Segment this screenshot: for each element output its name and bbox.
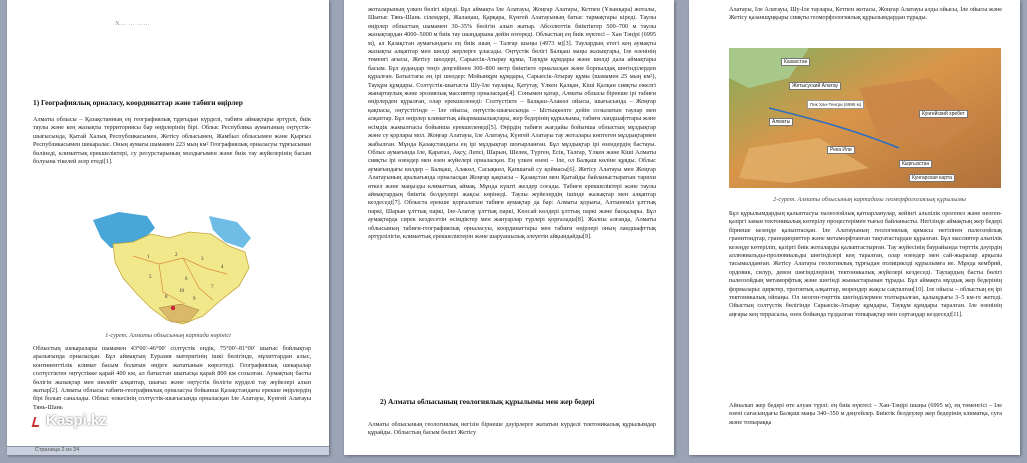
map-number-1: 1 — [147, 255, 150, 260]
map-label-kungey-range: Кунгарская карта — [909, 174, 955, 182]
section-heading-2: 2) Алматы облысының геологиялық құрылымы мен жер бедері — [380, 397, 595, 406]
section-heading-1: 1) Географиялық орналасу, координаттар және табиғи өңірлер — [33, 98, 243, 107]
map-legend — [807, 100, 864, 109]
map-number-5: 5 — [149, 275, 152, 280]
page-header-faint: Х... ... ...... — [115, 20, 150, 27]
map-label-kazakhstan: Казахстан — [781, 58, 810, 66]
map-number-9: 9 — [193, 297, 196, 302]
kaspi-watermark — [29, 412, 107, 429]
map-label-almaty: Алматы — [769, 118, 793, 126]
figure-caption-2: 2-сурет. Алматы облысының картадағы геоморфологиялық құрылымы — [773, 196, 966, 203]
map-label-kyrgyzstan: Кыргызстан — [899, 160, 932, 168]
map-number-8: 8 — [165, 295, 168, 300]
map-label-kungey: Кунгейский хребет — [919, 110, 968, 118]
paragraph-intro: Алматы облысы – Қазақстанның ең географиялық тұрғыдан күрделі, табиғи аймақтары әртүрлі, биік таулы және кең жазықты территориясы бар өңірлерінің бірі. Облыс Республика аумағының оңтүстік-шығысында, Қытай Халық Республикасымен, Жетісу облысымен, Жамбыл облысымен және Қырғыз Республикасымен шекаралас. Оның аумағы шамамен 223 мың км² Географиялық орналасуы тұрғысынан бөлінеді, климаттық ерекшеліктері, су ресурстарының молдығымен және биік тау жүйелерінің басым болуына тікелей әсер етеді[1]. — [33, 116, 311, 166]
map-label-ile: Река Или — [827, 146, 855, 154]
almaty-region-map — [89, 208, 264, 330]
paragraph-geomorph-structures: Алатауы, Іле Алатауы, Шу-Іле таулары, Кетпен жотасы, Жоңғар Алатауы алды ойысы, Іле ойысы және Жетісу қазаншұңқыры сияқты геоморфологиялық құрылымдардан тұрады. — [729, 6, 1002, 22]
map-number-3: 3 — [201, 257, 204, 262]
map-number-7: 7 — [211, 285, 214, 290]
map-number-4: 4 — [221, 265, 224, 270]
map-number-2: 2 — [175, 253, 178, 258]
map-number-10: 10 — [179, 289, 184, 294]
status-bar — [7, 446, 329, 455]
map-label-zhetysu: Жетысуский Алатау — [789, 82, 841, 90]
document-page-2 — [344, 0, 674, 455]
map-number-6: 6 — [185, 277, 188, 282]
figure-caption-1: 1-сурет. Алматы облысының картада көрінісі — [105, 332, 231, 339]
paragraph-geology-intro: Алматы облысының геологиялық негізін бірнеше дәуірлерге жататын күрделі тектоникалық құрылымдар құрайды. Облыстың басым бөлігі Жетісу — [368, 421, 656, 437]
map-legend-text: Пик Хан-Тенгри (6995 м) — [810, 102, 862, 107]
paragraph-coordinates: Облыстың шекаралары шамамен 43°00'–46°00' солтүстік ендік, 75°00'–81°00' шығыс бойлықтар аралығында орналасқан. Бұл аймақтың Еуразия материгінің ішкі бөлігінде, мұхиттардан алыс, континенттілік климат басым болатын өңірге жататынын көрсетеді. Географиялық шекаралар солтүстіктен оңтүстікке қарай 400 км, ал батыстан шығысқа қарай 800 км созылған. Аумақтың басты бөлігін жазықтар мен шөлейт алқаптар, шығыс және оңтүстік бөлігін күрделі тау жүйелері алып жатыр[2]. Алматы облысы табиғи-географиялық орналасуы бойынша Қазақстандағы ерекше өңірлердің бірі болып саналады. Облыс өлкесінің солтүстік-шығысында орналасқан Іле Алатауы, Күнгей Алатауы Тянь-Шань — [33, 345, 311, 411]
paragraph-tectonics: Бұл құрылымдардың қалыптасуы палеозойлық қатпарланулар, кейінгі альпілік орогенез және неоген-қазіргі заман тектоникалық көтерілу процестерімен тығыз байланысты. Негізінде аймақтың жер бедері бірнеше кезеңде қалыптасқан. Іле Алатауының геологиялық қимасы негізінен палеозойлық гранитоидтар, гранодиориттер және метаморфтанған тақтатастардан құралған. Бұл массивтер альпілік кезеңде көтеріліп, қазіргі биік жоталарды қалыптастырған. Тау жүйесінің баурайында төрттік дәуірдің аллювиальды-пролювиальды шөгінділері кең таралған, олар өзендер мен сай-жыралар арқылы тасымалданған. Жетісу Алатауы геологиялық тұрғыдан полициклді құрылымға ие. Мұнда кембрий, ордовик, силур, девон шөгінділерінің тектоникалық жүйелері кездеседі. Таулардың басты бөлігі палеозойдың метаморфтық және шөгінді жыныстарынан тұрады. Бұл аймақта мұздық жер бедерінің формалары: цирктер, троговтық алқаптар, морендер жақсы сақталған[10]. Іле ойысы – облыстың ең ірі тектоникалық ойпаңы. Ол неоген-төрттік шөгінділермен толтырылған, қалыңдығы 3–5 км-ге жетеді. Ойыстың солтүстік бөлігінде Сарыесік-Атырау құмдары, Тауқұм құмдары таралған. Іле өзенінің аңғары кең террасалы, өзен бойында тұздалған топырақтар мен сортаңдар кездеседі[11]. — [729, 210, 1002, 318]
document-page-1 — [7, 0, 329, 455]
document-page-3 — [689, 0, 1020, 455]
map-capital-marker — [171, 306, 175, 310]
paragraph-mountains: жоталарының үлкен бөлігі кіреді. Бұл аймақта Іле Алатауы, Жоңғар Алатауы, Кетпен (Ұзынқара) жоталы, Шығыс Тянь-Шань сілемдері, Жалаңаш, Қарқара, Күнгей Алатауының батыс тармақтары кіреді. Таулы өңірлер облыстың шамамен 30–35% бөлігін алып жатыр. Абсолюттік биіктіктер 500–700 м таулы жазықтардан 4000–5000 м биік тау шыңдарына дейін өзгереді. Облыстың ең биік нүктесі – Хан Тәңірі (6995 м), ал Қазақстан аумағындағы ең биік шың – Талғар шыңы (4973 м)[3]. Таулардың етегі кең аумақты жазықты алқаптар мен шөлді жерлерге ұласады. Оңтүстік бөлігі Балқаш маңы жазықтары, Іле өзенінің төменгі ағысы, Жетісу шөлдері, Сарыесік-Атырау құмы, Тауқұм құмдары және шөлді дала аймақтары басым. Бұл аудандар теңіз деңгейінен 300–800 метр биіктікте орналасқан және борпылдақ шөгінділерден құралған. Батыстағы ең ірі шөлдер: Мойынқұм құмдары, Сарыесік-Атырау құмы (шамамен 25 мың км²), Тауқұм құмдары. Солтүстік-шығыста Шу-Іле таулары, Қатутау, Үлкен Қалқан, Кіші Қалқан сияқты ежелгі жанартаулық және эрозиялық массивтер орналасқан[4]. Сонымен қатар, Алматы облысы бірнеше ірі табиғи өңірлерден құралған, олар ерекшеленеді: Солтүстікте – Балқаш-Алакөл ойысы, шығысында – Жоңғар қақпасы, оңтүстігінде – Іле ойысы, оңтүстік-шығысында – Ыстықкөлге дейін созылатын таулар мен алқаптар. Бұл өңірлер климаттық айырмашылықтары, жер бедерінің құрылымы, табиғи ландшафттары және өсімдік жамылғысы бойынша ерекшеленеді[5]. Өңірдің табиғи жағдайы бойынша облыстың мұздықтар және су қорлары мол. Жоңғар Алатауы, Іле Алатауы, Күнгей Алатауы тау жоталары көптеген мұздықтармен жабылған. Мұнда Қазақстандағы ең ірі мұздықтар шоғырланған. Бұл мұздықтар ірі өзендердің бастауы. Облыс аумағында Іле, Қаратал, Ақсу, Лепсі, Шарын, Шелек, Түрген, Есік, Талғар, Үлкен және Кіші Алматы сияқты ірі өзендер мен өзен жүйелері орналасқан. Ең үлкен өзені – Іле, ол Балқаш көліне құяды. Облыс аумағындағы көлдер – Балқаш, Алакөл, Сасықкөл, Қапшағай су қоймасы[6]. Жетісу Алатауы мен Жоңғар Алатауының аралығында орналасқан Жоңғар қақпасы – Қазақстан мен Қытайды байланыстыратын тарихи өткел және маңызды климаттық аймақ. Мұнда күшті желдер соғады. Табиғи ерекшеліктері және таулы аймақтардың биіктік белдеулері жақсы көрінеді. Таулы жүйелердің ішінде жазықтар мен алқаптар кездеседі[7]. Облыста ерекше қорғалатын табиғи аумақтар да бар: Алматы қорығы, Алтынеміл ұлттық паркі, Шарын ұлттық паркі, Іле-Алатау ұлттық паркі, Көлсай көлдері ұлттық паркі және басқалары. Бұл аумақтарда сирек кездесетін өсімдіктер мен жануарлар түрлері қорғалады[8]. Жалпы алғанда, Алматы облысының табиғи-географиялық орналасуы, координаттары мен табиғи өңірлері оның ландшафттық әртүрлілігін, климаттық ерекшеліктерін және шаруашылық әлеуетін айқындайды[9]. — [368, 6, 656, 240]
status-page-count: Страница 2 из 34 — [35, 447, 80, 453]
kaspi-brand-text: Kaspi.kz — [46, 412, 107, 429]
kaspi-logo-icon — [29, 414, 43, 428]
paragraph-relief: Айналып жер бедері өте алуан түрлі: ең биік нүктесі – Хан-Тәңірі шыңы (6995 м), ең төменгісі – Іле өзені сағасындағы Балқаш маңы 340–350 м деңгейлер. Биіктік белдеулер жер бедерінің климатқа, суға және топыраққа — [729, 402, 1002, 426]
